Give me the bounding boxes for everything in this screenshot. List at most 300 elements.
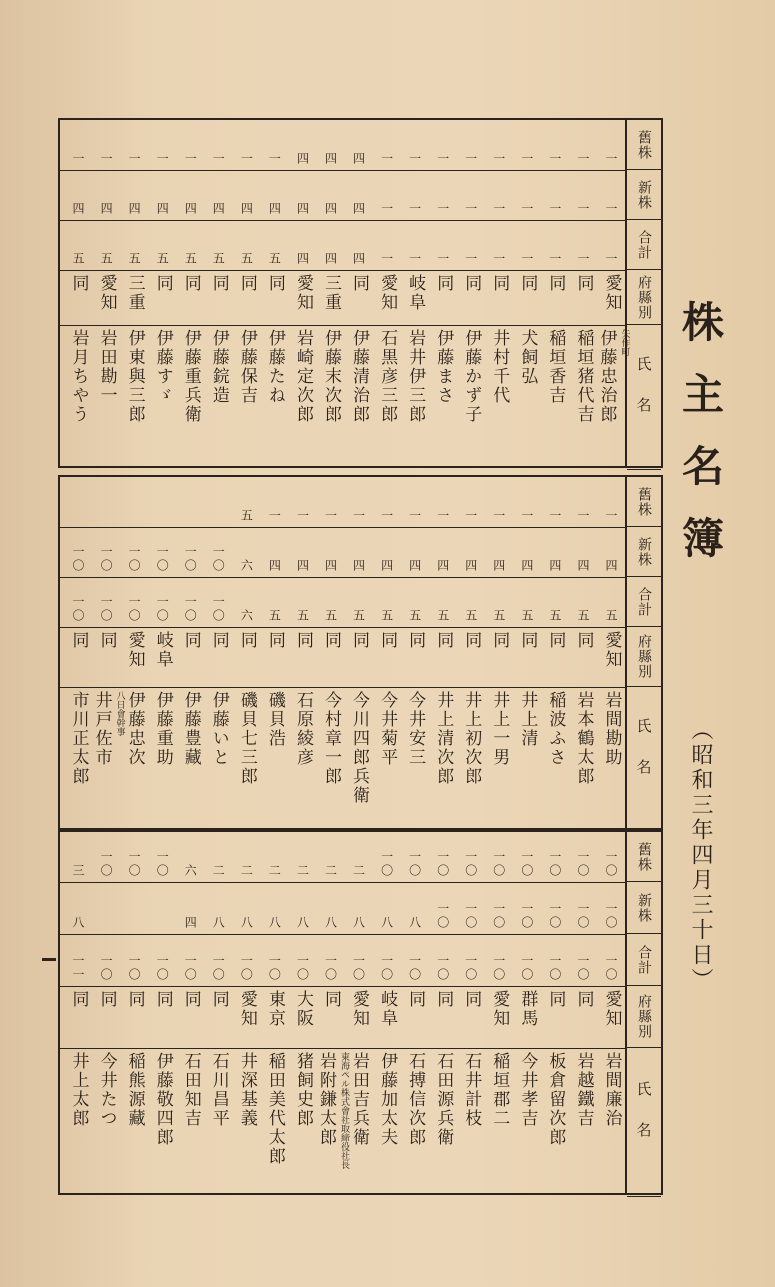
entry-old [569, 481, 596, 523]
entry-total-text: 一〇 [267, 954, 282, 982]
entry-new [401, 531, 428, 573]
entry-new-text: 八 [71, 916, 86, 930]
header-new [627, 170, 661, 220]
shareholder-entry [205, 477, 232, 832]
entry-total [541, 224, 568, 266]
entry-name-text: 岩井伊三郎 [405, 329, 426, 424]
entry-name [65, 691, 92, 828]
shareholder-entry [261, 120, 288, 470]
shareholder-entry [91, 477, 125, 832]
header-label: 舊株 [636, 129, 652, 160]
entry-pref [401, 990, 428, 1044]
entry-new [569, 174, 596, 216]
entry-pref [513, 990, 540, 1044]
entry-pref [289, 990, 316, 1044]
entry-name [429, 1052, 456, 1193]
entry-new [485, 886, 512, 930]
entry-name-text: 伊藤重兵衛 [180, 329, 201, 424]
entry-old [345, 124, 372, 166]
shareholder-entry [373, 477, 400, 832]
entry-pref [289, 631, 316, 683]
shareholder-entry [121, 120, 148, 470]
entry-old [485, 124, 512, 166]
entry-new [485, 531, 512, 573]
header-label: 合計 [636, 944, 652, 975]
entry-name-text: 猪飼史郎 [292, 1052, 313, 1128]
entry-new-text: 四 [239, 202, 254, 216]
entry-total-text: 一〇 [127, 954, 142, 982]
entry-total [149, 581, 176, 623]
entry-total-text: 五 [155, 252, 170, 266]
entry-total [93, 224, 120, 266]
shareholder-entry [121, 832, 148, 1197]
entry-pref-text: 同 [152, 990, 173, 1009]
entry-total-text: 五 [211, 252, 226, 266]
entry-new-text: 一 [603, 202, 618, 216]
entry-old-text: 一〇 [547, 850, 562, 878]
entry-pref-text: 大阪 [292, 990, 313, 1028]
entry-new-text: 一〇 [183, 545, 198, 573]
entry-old [261, 481, 288, 523]
shareholder-entry [429, 832, 456, 1197]
entry-new [597, 531, 624, 573]
entry-pref [261, 631, 288, 683]
entry-name [93, 329, 120, 466]
entry-name-text: 伊藤保吉 [236, 329, 257, 405]
shareholder-entry [233, 120, 260, 470]
entry-name-text: 伊藤かず子 [461, 329, 482, 424]
entry-pref [149, 990, 176, 1044]
entry-new [429, 886, 456, 930]
entry-pref [317, 274, 344, 321]
entry-pref-text: 同 [320, 990, 341, 1009]
shareholder-entry [373, 832, 400, 1197]
entry-old [429, 124, 456, 166]
entry-total [289, 581, 316, 623]
entry-total-text: 一 [603, 252, 618, 266]
entry-pref-text: 同 [573, 990, 594, 1009]
entry-total-text: 一〇 [407, 954, 422, 982]
entry-old [373, 481, 400, 523]
entry-new-text: 四 [295, 202, 310, 216]
entry-total [93, 938, 120, 982]
entry-total [569, 224, 596, 266]
entry-name-text: 石井計枝 [461, 1052, 482, 1128]
entry-pref [457, 631, 484, 683]
entry-pref-text: 同 [68, 990, 89, 1009]
entry-old-text: 一 [463, 509, 478, 523]
shareholder-entry [317, 120, 344, 470]
shareholder-entry [261, 477, 288, 832]
entry-name [205, 1052, 232, 1193]
entry-pref-text: 三重 [124, 274, 145, 312]
shareholder-entry [596, 120, 630, 470]
entry-old-text: 一〇 [575, 850, 590, 878]
shareholder-entry [289, 120, 316, 470]
entry-pref-text: 同 [180, 990, 201, 1009]
entry-name-text: 伊藤鋎造 [208, 329, 229, 405]
shareholder-entry [205, 832, 232, 1197]
shareholder-entry [401, 120, 428, 470]
shareholder-entry [317, 477, 344, 832]
entry-old [345, 836, 372, 878]
entry-name-text: 井上初次郎 [461, 691, 482, 786]
entry-old [373, 836, 400, 878]
entry-pref-text: 愛知 [377, 274, 398, 312]
entry-total [149, 938, 176, 982]
entry-old-text: 一 [239, 152, 254, 166]
entry-name [233, 329, 260, 466]
entry-pref [373, 274, 400, 321]
entry-pref-text: 同 [573, 274, 594, 293]
entry-total [65, 581, 92, 623]
entry-total [569, 938, 596, 982]
header-label: 新株 [636, 179, 652, 210]
entry-old [317, 836, 344, 878]
entry-total-text: 一〇 [155, 595, 170, 623]
entry-new [93, 174, 120, 216]
entry-pref [233, 274, 260, 321]
entry-old [401, 836, 428, 878]
entry-name [121, 1052, 148, 1193]
entry-old-text: 一 [407, 509, 422, 523]
entry-old-text: 一 [575, 152, 590, 166]
entry-old [93, 124, 120, 166]
header-pref [627, 627, 661, 687]
entry-total-text: 一 [547, 252, 562, 266]
shareholder-entry [205, 120, 232, 470]
entry-total [205, 224, 232, 266]
entry-old [569, 836, 596, 878]
entry-name-text: 今井孝吉 [517, 1052, 538, 1128]
header-new [627, 527, 661, 577]
entry-new [233, 886, 260, 930]
entry-total-text: 一〇 [183, 595, 198, 623]
entry-new-text: 一 [491, 202, 506, 216]
shareholder-entry [65, 477, 92, 832]
entry-old-text: 一〇 [99, 850, 114, 878]
entry-pref [345, 274, 372, 321]
entry-old-text: 一〇 [463, 850, 478, 878]
shareholder-entry [513, 477, 540, 832]
entry-new [149, 531, 176, 573]
entry-total [177, 938, 204, 982]
entry-name-text: 磯貝浩 [264, 691, 285, 748]
entry-total [317, 224, 344, 266]
entry-total-text: 一〇 [435, 954, 450, 982]
entry-total-text: 一 [575, 252, 590, 266]
shareholder-entry [93, 120, 120, 470]
entry-pref-text: 同 [264, 274, 285, 293]
entry-name-text: 石原綾彦 [292, 691, 313, 767]
entry-pref-text: 同 [180, 631, 201, 650]
entry-total [149, 224, 176, 266]
entry-new [121, 886, 148, 930]
shareholder-entry [569, 120, 596, 470]
entry-total-text: 五 [99, 252, 114, 266]
entry-total-text: 四 [295, 252, 310, 266]
entry-new [513, 886, 540, 930]
entry-pref-text: 愛知 [292, 274, 313, 312]
entry-old-text: 一 [351, 509, 366, 523]
entry-total-text: 五 [463, 609, 478, 623]
entry-old-text: 一 [491, 509, 506, 523]
entry-pref [597, 274, 624, 321]
entry-total [373, 938, 400, 982]
entry-pref [401, 631, 428, 683]
entry-total-text: 五 [519, 609, 534, 623]
entry-pref-text: 同 [489, 274, 510, 293]
entry-total [513, 224, 540, 266]
entry-name [485, 691, 512, 828]
entry-new-text: 八 [267, 916, 282, 930]
entry-pref [177, 990, 204, 1044]
entry-new-text: 一 [435, 202, 450, 216]
entry-old [261, 124, 288, 166]
header-label: 府縣別 [636, 634, 652, 679]
entry-new-text: 四 [575, 559, 590, 573]
entry-pref-text: 同 [517, 274, 538, 293]
entry-name-text: 石田知吉 [180, 1052, 201, 1128]
entry-total-text: 一〇 [463, 954, 478, 982]
entry-total [93, 581, 120, 623]
entry-name [597, 691, 624, 828]
entry-total-text: 五 [323, 609, 338, 623]
entry-old [261, 836, 288, 878]
entry-new-text: 一 [463, 202, 478, 216]
shareholder-entry [485, 120, 512, 470]
entry-new-text: 一 [407, 202, 422, 216]
entry-pref-text: 同 [320, 631, 341, 650]
entry-old [513, 124, 540, 166]
entry-name-text: 伊藤清治郎 [349, 329, 370, 424]
entry-new-text: 四 [183, 916, 198, 930]
entry-new-text: 四 [351, 559, 366, 573]
entry-new-text: 一 [379, 202, 394, 216]
entry-total [597, 938, 624, 982]
entry-pref-text: 愛知 [601, 274, 622, 312]
entry-new [289, 886, 316, 930]
entry-name-text: 井上清次郎 [433, 691, 454, 786]
entry-new-text: 四 [183, 202, 198, 216]
entry-old [205, 836, 232, 878]
entry-name-text: 稲波ふさ [545, 691, 566, 767]
entry-old-text: 一 [267, 509, 282, 523]
entry-name-text: 井深基義 [236, 1052, 257, 1128]
shareholder-entry [121, 477, 148, 832]
entry-pref [149, 274, 176, 321]
entry-name-text: 今村章一郎 [320, 691, 341, 786]
entry-name [261, 1052, 288, 1193]
entry-total [233, 224, 260, 266]
entry-pref [429, 274, 456, 321]
entry-name-text: 市川正太郎 [68, 691, 89, 786]
entry-new [121, 174, 148, 216]
entry-pref [569, 631, 596, 683]
shareholder-entry [149, 832, 176, 1197]
entry-pref [597, 990, 624, 1044]
entry-name-text: 今川四郎兵衛 [349, 691, 370, 805]
entry-total [345, 224, 372, 266]
entry-name [569, 329, 596, 466]
header-label: 氏名 [634, 718, 653, 800]
entry-name [65, 329, 92, 466]
entry-old [121, 836, 148, 878]
entry-old [541, 836, 568, 878]
entry-new [121, 531, 148, 573]
shareholder-entry [233, 477, 260, 832]
shareholder-entry [65, 832, 92, 1197]
entry-old [149, 124, 176, 166]
entry-pref [317, 990, 344, 1044]
entry-note: 八日會幹事 [114, 691, 125, 736]
header-new [627, 882, 661, 934]
entry-total-text: 一〇 [351, 954, 366, 982]
entry-total-text: 一 [519, 252, 534, 266]
entry-pref-text: 愛知 [601, 990, 622, 1028]
entry-new [177, 174, 204, 216]
entry-old [373, 124, 400, 166]
entry-name-text: 伊藤すゞ [152, 329, 173, 405]
entry-new [429, 531, 456, 573]
entry-pref [485, 274, 512, 321]
entry-old-text: 二 [267, 864, 282, 878]
entry-total-text: 一〇 [99, 954, 114, 982]
entry-total [401, 938, 428, 982]
entry-total-text: 六 [239, 609, 254, 623]
entry-new-text: 四 [351, 202, 366, 216]
entry-old [93, 836, 120, 878]
entry-total [261, 938, 288, 982]
header-total [627, 934, 661, 986]
entry-total [345, 581, 372, 623]
entry-name-text: 岩間勘助 [601, 691, 622, 767]
entry-total [121, 224, 148, 266]
entry-total [485, 224, 512, 266]
entry-total-text: 一一 [71, 954, 86, 982]
entry-new-text: 四 [323, 559, 338, 573]
entry-name-text: 伊藤加太夫 [377, 1052, 398, 1147]
entry-new [569, 531, 596, 573]
entry-new [429, 174, 456, 216]
entry-new [345, 531, 372, 573]
entry-name [149, 329, 176, 466]
entry-name [596, 329, 630, 466]
header-total [627, 577, 661, 627]
entry-new-text: 四 [323, 202, 338, 216]
shareholder-entry [345, 120, 372, 470]
shareholder-entry [177, 832, 204, 1197]
entry-pref-text: 同 [461, 990, 482, 1009]
entry-old-text: 一〇 [379, 850, 394, 878]
entry-new-text: 四 [99, 202, 114, 216]
entry-pref [261, 274, 288, 321]
shareholder-entry [401, 832, 428, 1197]
entry-pref-text: 群馬 [517, 990, 538, 1028]
entry-new [317, 174, 344, 216]
entry-pref [513, 631, 540, 683]
header-pref [627, 270, 661, 325]
entry-new [513, 174, 540, 216]
entry-old-text: 二 [323, 864, 338, 878]
entry-new-text: 四 [491, 559, 506, 573]
entry-name [233, 1052, 260, 1193]
entry-total [485, 938, 512, 982]
entry-name-text: 岩間廉治 [601, 1052, 622, 1128]
entry-old [345, 481, 372, 523]
entry-pref [317, 631, 344, 683]
shareholder-entry [429, 120, 456, 470]
shareholder-entry [345, 477, 372, 832]
shareholder-entry [569, 477, 596, 832]
entry-new-text: 一〇 [435, 902, 450, 930]
entry-name [373, 691, 400, 828]
entry-pref-text: 同 [489, 631, 510, 650]
entry-total [121, 938, 148, 982]
entry-total-text: 五 [267, 252, 282, 266]
entry-new-text: 一〇 [491, 902, 506, 930]
entry-new [317, 531, 344, 573]
entry-pref-text: 同 [433, 990, 454, 1009]
entry-total-text: 四 [323, 252, 338, 266]
entry-new [373, 531, 400, 573]
entry-name [541, 329, 568, 466]
entry-new-text: 八 [295, 916, 310, 930]
entry-pref [373, 990, 400, 1044]
entry-old-text: 一 [71, 152, 86, 166]
entry-pref [261, 990, 288, 1044]
entry-total-text: 五 [379, 609, 394, 623]
entry-pref-text: 同 [152, 274, 173, 293]
entry-name [401, 1052, 428, 1193]
header-old [627, 832, 661, 882]
entry-new [149, 174, 176, 216]
entry-old-text: 四 [351, 152, 366, 166]
entry-old [65, 124, 92, 166]
entry-total [205, 938, 232, 982]
header-column [625, 120, 661, 466]
entry-pref-text: 三重 [320, 274, 341, 312]
entry-pref-text: 同 [433, 274, 454, 293]
entry-new-text: 四 [435, 559, 450, 573]
entry-name-text: 今井たつ [96, 1052, 117, 1128]
entry-old [233, 481, 260, 523]
entry-new-text: 四 [295, 559, 310, 573]
shareholder-entry [401, 477, 428, 832]
entry-new [205, 174, 232, 216]
entry-new [541, 174, 568, 216]
entry-old-text: 一 [379, 509, 394, 523]
entry-pref-text: 同 [180, 274, 201, 293]
entry-pref-text: 同 [236, 631, 257, 650]
entry-name [569, 691, 596, 828]
entry-total [289, 938, 316, 982]
entry-old-text: 一〇 [519, 850, 534, 878]
entry-total [65, 938, 92, 982]
entry-new [373, 174, 400, 216]
entry-new [261, 886, 288, 930]
entry-name [205, 691, 232, 828]
entry-pref [429, 631, 456, 683]
entry-pref [121, 631, 148, 683]
entry-old-text: 一〇 [407, 850, 422, 878]
entry-new-text: 一〇 [547, 902, 562, 930]
entry-new-text: 四 [547, 559, 562, 573]
entry-name [457, 1052, 484, 1193]
entry-name [429, 691, 456, 828]
entry-pref [569, 990, 596, 1044]
entry-old-text: 一 [407, 152, 422, 166]
